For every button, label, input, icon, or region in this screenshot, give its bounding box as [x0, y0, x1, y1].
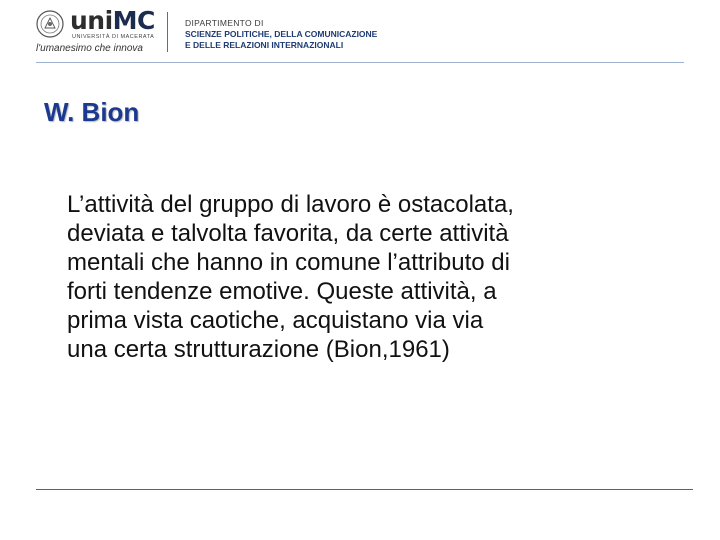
university-logo [70, 6, 155, 36]
slide-title: W. Bion [44, 97, 140, 127]
slide-header [0, 0, 720, 62]
logo-suffix: MC [112, 6, 155, 35]
header-rule [36, 62, 684, 63]
department-line-3: E DELLE RELAZIONI INTERNAZIONALI [185, 40, 344, 50]
slide-body-text: L’attività del gruppo di lavoro è ostacolata, deviata e talvolta favorita, da certe attività mentali che hanno in comune l’attributo di forti tendenze emotive. Queste attività, a prima vista caotiche, acquistano via via una certa strutturazione (Bion,1961) [67, 191, 514, 363]
university-seal-icon [36, 10, 64, 38]
department-name [185, 18, 377, 51]
footer-rule [36, 489, 693, 490]
department-line-1: DIPARTIMENTO DI [185, 18, 264, 28]
university-tagline: l'umanesimo che innova [36, 43, 143, 54]
logo-prefix: uni [70, 6, 113, 35]
logo-subtitle: UNIVERSITÀ DI MACERATA [72, 34, 155, 40]
header-divider [167, 12, 168, 52]
department-line-2: SCIENZE POLITICHE, DELLA COMUNICAZIONE [185, 29, 378, 39]
